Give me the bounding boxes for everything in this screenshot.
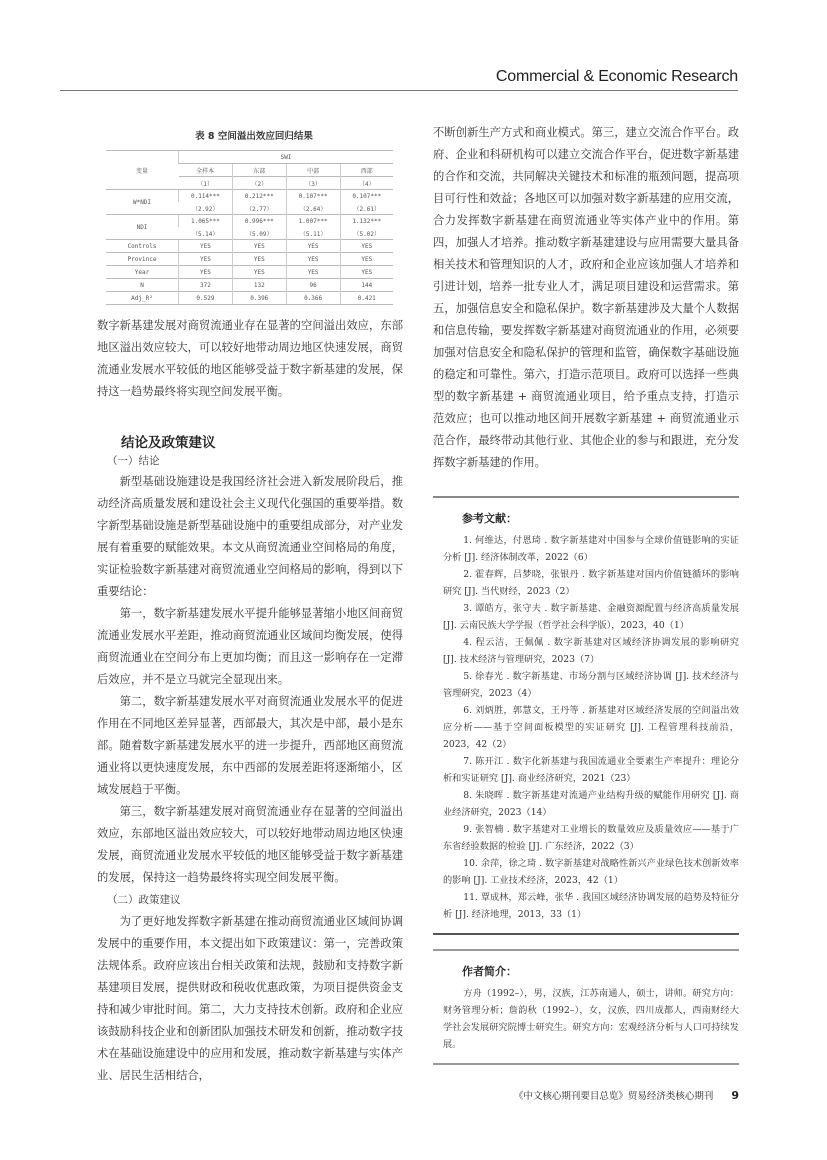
coef-cell: 1.065***: [179, 215, 233, 228]
tstat-cell: （2.61）: [340, 202, 393, 215]
coef-cell: 0.996***: [232, 215, 286, 228]
footer-text: 《中文核心期刊要目总览》贸易经济类核心期刊: [513, 1091, 714, 1102]
author-intro-title: 作者简介：: [462, 965, 517, 978]
table-cell: YES: [340, 266, 393, 279]
col-header: 东部: [232, 164, 286, 177]
left-column: [97, 128, 403, 1087]
body-paragraph: 为了更好地发挥数字新基建在推动商贸流通业区域间协调发展中的重要作用，本文提出如下政策建议：第一，完善政策法规体系。政府应该出台相关政策和法规，鼓励和支持数字新基建项目发展，提供财政和税收优惠政策，为项目提供资金支持和减少审批时间。第二，大力支持技术创新。政府和企业应该鼓励科技企业和创新团队加强技术研发和创新，推动数字技术在基础设施建设中的应用和发展，推动数字新基建与实体产业、居民生活相结合，: [97, 915, 403, 1082]
table-header-variable: 变量: [106, 151, 179, 190]
col-number: （4）: [340, 177, 393, 190]
table-header-dep-var: SWI: [179, 151, 394, 164]
table-cell: YES: [286, 253, 340, 266]
table-cell: YES: [232, 240, 286, 253]
coef-cell: 1.007***: [286, 215, 340, 228]
reference-item: 10. 余萍，徐之琦 . 数字新基建对战略性新兴产业绿色技术创新效率的影响 [J]. 工业技术经济，2023，42（1）: [443, 858, 739, 886]
row-label: Province: [106, 253, 179, 266]
tstat-cell: （2.92）: [191, 205, 219, 213]
author-intro-text: 方舟（1992–），男，汉族，江苏南通人，硕士，讲师。研究方向：财务管理分析；詹韵秋（1992–），女，汉族，四川成都人，西南财经大学社会发展研究院博士研究生。研究方向：宏观经济分析与人口可持续发展。: [443, 988, 739, 1050]
col-number: （1）: [179, 177, 233, 190]
tstat-cell: （2.77）: [232, 202, 286, 215]
body-paragraph: 数字新基建发展对商贸流通业存在显著的空间溢出效应，东部地区溢出效应较大，可以较好地带动周边地区快速发展，商贸流通业发展水平较低的地区能够受益于数字新基建的发展，保持这一趋势最终将实现空间发展平衡。: [97, 319, 403, 398]
coef-cell: 0.107***: [286, 190, 340, 203]
col-header: 中部: [286, 164, 340, 177]
table-cell: YES: [179, 266, 233, 279]
tstat-cell: （5.09）: [232, 227, 286, 240]
references-bottom-rule: [433, 933, 739, 935]
body-paragraph: 第三，数字新基建发展对商贸流通业存在显著的空间溢出效应，东部地区溢出效应较大，可以较好地带动周边地区快速发展，商贸流通业发展水平较低的地区能够受益于数字新基建的发展，保持这一趋势最终将实现空间发展平衡。: [97, 805, 403, 884]
col-number: （3）: [286, 177, 340, 190]
reference-item: 4. 程云洁，王佩佩 . 数字新基建对区域经济协调发展的影响研究 [J]. 技术经济与管理研究，2023（7）: [443, 637, 739, 665]
author-top-rule: [433, 949, 739, 951]
table-cell: 144: [340, 279, 393, 292]
section-heading: 结论及政策建议: [121, 435, 216, 451]
tstat-cell: （5.11）: [286, 227, 340, 240]
journal-title: Commercial & Economic Research: [495, 68, 738, 85]
subsection-heading: （二）政策建议: [107, 894, 181, 906]
table-cell: YES: [286, 266, 340, 279]
author-intro: [443, 985, 739, 1053]
reference-item: 2. 霍春辉，吕梦晓，张银丹 . 数字新基建对国内价值链循环的影响研究 [J]. 当代财经，2023（2）: [443, 569, 739, 597]
table-row: [106, 253, 393, 266]
col-header: 西部: [340, 164, 393, 177]
table-cell: 96: [286, 279, 340, 292]
table-cell: 0.421: [340, 292, 393, 305]
references-title: 参考文献：: [462, 512, 517, 525]
row-label: Adj_R²: [106, 292, 179, 305]
regression-table: [106, 150, 393, 305]
body-paragraph: 第一，数字新基建发展水平提升能够显著缩小地区间商贸流通业发展水平差距，推动商贸流通业区域间均衡发展，使得商贸流通业在空间分布上更加均衡；而且这一影响存在一定滞后效应，并不是立马就完全显现出来。: [97, 607, 403, 686]
table-row: [106, 190, 393, 203]
reference-item: 3. 谭皓方，张守夫 . 数字新基建、金融资源配置与经济高质量发展 [J]. 云南民族大学学报（哲学社会科学版），2023，40（1）: [443, 603, 739, 631]
reference-item: 11. 覃成林，郑云峰，张华 . 我国区域经济协调发展的趋势及特征分析 [J]. 经济地理，2013，33（1）: [443, 892, 739, 920]
table-cell: YES: [179, 240, 233, 253]
reference-item: 9. 张智楠 . 数字基建对工业增长的数量效应及质量效应——基于广东省经验数据的检验 [J]. 广东经济，2022（3）: [443, 824, 739, 852]
tstat-cell: （5.02）: [340, 227, 393, 240]
row-label: Controls: [106, 240, 179, 253]
col-number: （2）: [232, 177, 286, 190]
reference-item: 5. 徐春光 . 数字新基建、市场分割与区域经济协调 [J]. 技术经济与管理研究，2023（4）: [443, 671, 739, 699]
table-cell: YES: [232, 253, 286, 266]
right-column: [433, 122, 739, 1065]
tstat-cell: （5.14）: [191, 230, 219, 238]
header-rule: [60, 90, 738, 91]
reference-item: 8. 朱晓晖 . 数字新基建对流通产业结构升级的赋能作用研究 [J]. 商业经济研究，2023（14）: [443, 790, 739, 818]
subsection-heading: （一）结论: [107, 455, 160, 467]
table-cell: YES: [179, 253, 233, 266]
body-paragraph: 新型基础设施建设是我国经济社会进入新发展阶段后，推动经济高质量发展和建设社会主义现代化强国的重要举措。数字新型基础设施是新型基础设施中的重要组成部分，对产业发展有着重要的赋能效果。本文从商贸流通业空间格局的角度，实证检验数字新基建对商贸流通业空间格局的影响，得到以下重要结论：: [97, 475, 403, 598]
table-row: [106, 215, 393, 228]
tstat-cell: （2.64）: [286, 202, 340, 215]
references-list: [443, 532, 739, 923]
table-cell: 132: [232, 279, 286, 292]
table-cell: YES: [232, 266, 286, 279]
table-cell: YES: [340, 253, 393, 266]
table-cell: YES: [340, 240, 393, 253]
coef-cell: 1.132***: [340, 215, 393, 228]
row-label: NDI: [106, 215, 179, 240]
col-header: 全样本: [179, 164, 233, 177]
table-row: [106, 292, 393, 305]
row-label: W*NDI: [106, 190, 179, 215]
page-footer: [433, 1088, 739, 1102]
table-cell: 0.396: [232, 292, 286, 305]
table-row: [106, 266, 393, 279]
references-top-rule: [433, 496, 739, 498]
table-cell: YES: [286, 240, 340, 253]
reference-item: 6. 刘炳胜，郭慧文，王丹等 . 新基建对区域经济发展的空间溢出效应分析——基于空间面板模型的实证研究 [J]. 工程管理科技前沿，2023，42（2）: [443, 705, 739, 750]
body-paragraph: 第二，数字新基建发展水平对商贸流通业发展水平的促进作用在不同地区差异显著，西部最大，其次是中部，最小是东部。随着数字新基建发展水平的进一步提升，西部地区商贸流通业将以更快速度发展，东中西部的发展差距将逐渐缩小，区域发展趋于平衡。: [97, 695, 403, 796]
table-row: [106, 240, 393, 253]
table-cell: 372: [179, 279, 233, 292]
table-cell: 0.366: [286, 292, 340, 305]
reference-item: 7. 陈开江 . 数字化新基建与我国流通业全要素生产率提升：理论分析和实证研究 [J]. 商业经济研究，2021（23）: [443, 756, 739, 784]
author-bottom-rule: [433, 1063, 739, 1065]
row-label: Year: [106, 266, 179, 279]
coef-cell: 0.212***: [232, 190, 286, 203]
coef-cell: 0.107***: [340, 190, 393, 203]
reference-item: 1. 何维达，付恩琦 . 数字新基建对中国参与全球价值链影响的实证分析 [J]. 经济体制改革，2022（6）: [443, 535, 739, 563]
coef-cell: 0.114***: [179, 190, 233, 203]
table-cell: 0.529: [179, 292, 233, 305]
body-paragraph: 不断创新生产方式和商业模式。第三，建立交流合作平台。政府、企业和科研机构可以建立交流合作平台，促进数字新基建的合作和交流，共同解决关键技术和标准的瓶颈问题，提高项目可行性和效益；各地区可以加强对数字新基建的应用交流，合力发挥数字新基建在商贸流通业等实体产业中的作用。第四，加强人才培养。推动数字新基建建设与应用需要大量具备相关技术和管理知识的人才，政府和企业应该加强人才培养和引进计划，培养一批专业人才，满足项目建设和运营需求。第五，加强信息安全和隐私保护。数字新基建涉及大量个人数据和信息传输，要发挥数字新基建对商贸流通业的作用，必须要加强对信息安全和隐私保护的管理和监管，确保数字基础设施的稳定和可靠性。第六，打造示范项目。政府可以选择一些典型的数字新基建 + 商贸流通业项目，给予重点支持，打造示范效应；也可以推动地区间开展数字新基建 + 商贸流通业示范合作，最终带动其他行业、其他企业的参与和跟进，充分发挥数字新基建的作用。: [433, 126, 739, 469]
page-number: 9: [731, 1089, 739, 1102]
table-caption: 表 8 空间溢出效应回归结果: [195, 131, 313, 142]
table-row: [106, 279, 393, 292]
row-label: N: [106, 279, 179, 292]
